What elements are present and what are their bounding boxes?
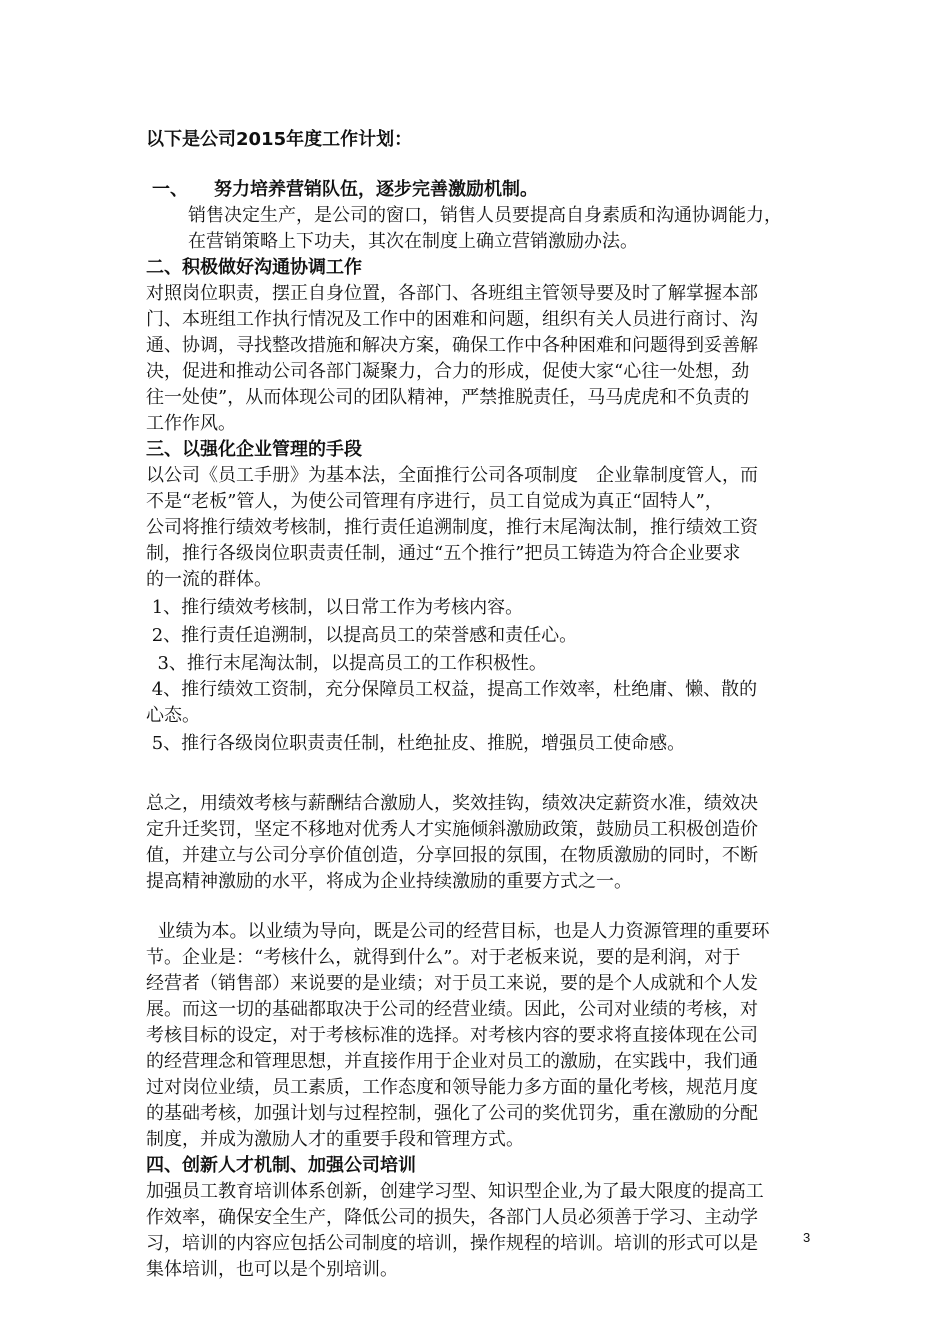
section3-title: 三、以强化企业管理的手段	[146, 439, 362, 460]
section3-item: 5、推行各级岗位职责责任制，杜绝扯皮、推脱，增强员工使命感。	[146, 733, 686, 754]
performance-line: 展。而这一切的基础都取决于公司的经营业绩。因此，公司对业绩的考核，对	[146, 999, 758, 1020]
section2-line: 工作作风。	[146, 413, 236, 434]
section4-title: 四、创新人才机制、加强公司培训	[146, 1155, 416, 1176]
section3-item: 3、推行末尾淘汰制，以提高员工的工作积极性。	[146, 653, 547, 674]
section4-line: 作效率，确保安全生产，降低公司的损失，各部门人员必须善于学习、主动学	[146, 1207, 758, 1228]
section2-title: 二、积极做好沟通协调工作	[146, 257, 362, 278]
performance-line: 考核目标的设定，对于考核标准的选择。对考核内容的要求将直接体现在公司	[146, 1025, 758, 1046]
section3-line: 制，推行各级岗位职责责任制，通过“五个推行”把员工铸造为符合企业要求	[146, 543, 741, 564]
summary-line: 定升迁奖罚，坚定不移地对优秀人才实施倾斜激励政策，鼓励员工积极创造价	[146, 819, 758, 840]
section2-line: 往一处使”，从而体现公司的团队精神，严禁推脱责任，马马虎虎和不负责的	[146, 387, 750, 408]
section1-number: 一、	[152, 179, 188, 200]
section3-line: 以公司《员工手册》为基本法，全面推行公司各项制度 企业靠制度管人，而	[146, 465, 758, 486]
page-number: 3	[803, 1230, 811, 1245]
section2-line: 通、协调，寻找整改措施和解决方案，确保工作中各种困难和问题得到妥善解	[146, 335, 758, 356]
section3-line: 的一流的群体。	[146, 569, 272, 590]
section1-line: 销售决定生产，是公司的窗口，销售人员要提高自身素质和沟通协调能力，	[188, 205, 782, 226]
performance-line: 业绩为本。以业绩为导向，既是公司的经营目标，也是人力资源管理的重要环	[146, 921, 770, 942]
section4-line: 习，培训的内容应包括公司制度的培训，操作规程的培训。培训的形式可以是	[146, 1233, 758, 1254]
section1-title: 努力培养营销队伍，逐步完善激励机制。	[214, 179, 538, 200]
section4-line: 加强员工教育培训体系创新，创建学习型、知识型企业,为了最大限度的提高工	[146, 1181, 764, 1202]
summary-line: 总之，用绩效考核与薪酬结合激励人，奖效挂钩，绩效决定薪资水准，绩效决	[146, 793, 758, 814]
intro-heading: 以下是公司2015年度工作计划：	[146, 129, 413, 150]
summary-line: 值，并建立与公司分享价值创造，分享回报的氛围，在物质激励的同时，不断	[146, 845, 758, 866]
performance-line: 经营者（销售部）来说要的是业绩；对于员工来说，要的是个人成就和个人发	[146, 973, 758, 994]
performance-line: 制度，并成为激励人才的重要手段和管理方式。	[146, 1129, 524, 1150]
section3-item: 4、推行绩效工资制，充分保障员工权益，提高工作效率，杜绝庸、懒、散的	[146, 679, 758, 700]
summary-line: 提高精神激励的水平，将成为企业持续激励的重要方式之一。	[146, 871, 632, 892]
performance-line: 节。企业是：“考核什么，就得到什么”。对于老板来说，要的是利润，对于	[146, 947, 741, 968]
section2-line: 决，促进和推动公司各部门凝聚力，合力的形成，促使大家“心往一处想，劲	[146, 361, 750, 382]
performance-line: 的经营理念和管理思想，并直接作用于企业对员工的激励，在实践中，我们通	[146, 1051, 758, 1072]
performance-line: 过对岗位业绩，员工素质，工作态度和领导能力多方面的量化考核，规范月度	[146, 1077, 758, 1098]
section1-line: 在营销策略上下功夫，其次在制度上确立营销激励办法。	[188, 231, 638, 252]
section3-line: 不是“老板”管人，为使公司管理有序进行，员工自觉成为真正“固特人”，	[146, 491, 723, 512]
section3-item: 2、推行责任追溯制，以提高员工的荣誉感和责任心。	[146, 625, 578, 646]
section4-line: 集体培训，也可以是个别培训。	[146, 1259, 398, 1280]
section2-line: 门、本班组工作执行情况及工作中的困难和问题，组织有关人员进行商讨、沟	[146, 309, 758, 330]
section3-item: 1、推行绩效考核制，以日常工作为考核内容。	[146, 597, 524, 618]
section3-item: 心态。	[146, 705, 200, 726]
performance-line: 的基础考核，加强计划与过程控制，强化了公司的奖优罚劣，重在激励的分配	[146, 1103, 758, 1124]
section2-line: 对照岗位职责，摆正自身位置，各部门、各班组主管领导要及时了解掌握本部	[146, 283, 758, 304]
section3-line: 公司将推行绩效考核制，推行责任追溯制度，推行末尾淘汰制，推行绩效工资	[146, 517, 758, 538]
